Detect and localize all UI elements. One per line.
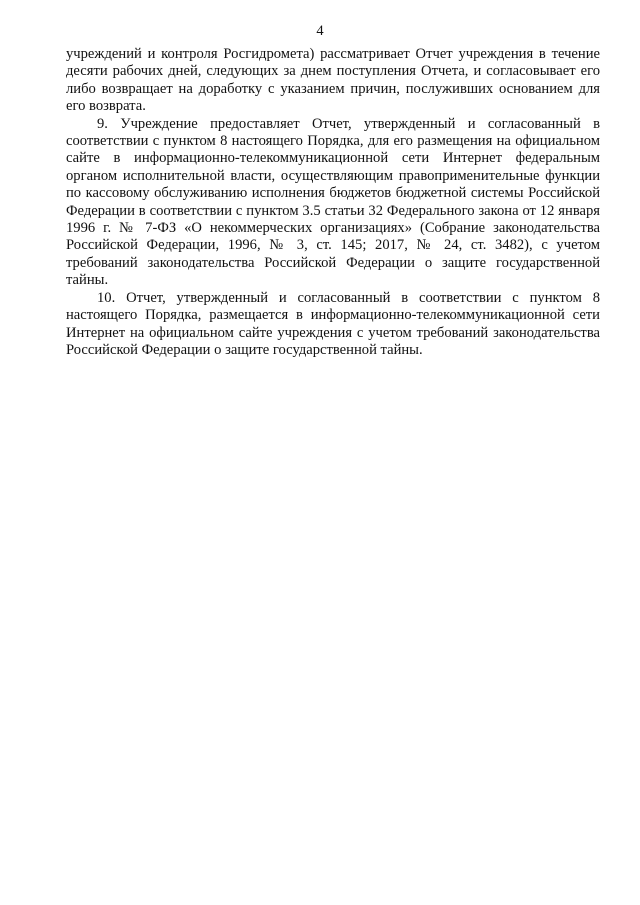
document-body <box>66 46 600 359</box>
paragraph-continuation: учреждений и контроля Росгидромета) рассматривает Отчет учреждения в течение десяти рабочих дней, следующих за днем поступления Отчета, и согласовывает его либо возвращает на доработку с указанием причин, послуживших основанием для его возврата. <box>66 46 600 115</box>
paragraph-10: 10. Отчет, утвержденный и согласованный в соответствии с пунктом 8 настоящего Порядка, размещается в информационно-телекоммуникационной сети Интернет на официальном сайте учреждения с учетом требований законодательства Российской Федерации о защите государственной тайны. <box>66 289 600 358</box>
paragraph-9: 9. Учреждение предоставляет Отчет, утвержденный и согласованный в соответствии с пунктом 8 настоящего Порядка, для его размещения на официальном сайте в информационно-телекоммуникационной сети Интернет федеральным органом исполнительной власти, осуществляющим правоприменительные функции по кассовому обслуживанию исполнения бюджетов бюджетной системы Российской Федерации в соответствии с пунктом 3.5 статьи 32 Федерального закона от 12 января 1996 г. № 7-ФЗ «О некоммерческих организациях» (Собрание законодательства Российской Федерации, 1996, № 3, ст. 145; 2017, № 24, ст. 3482), с учетом требований законодательства Российской Федерации о защите государственной тайны. <box>66 115 600 289</box>
page-number: 4 <box>316 23 324 39</box>
